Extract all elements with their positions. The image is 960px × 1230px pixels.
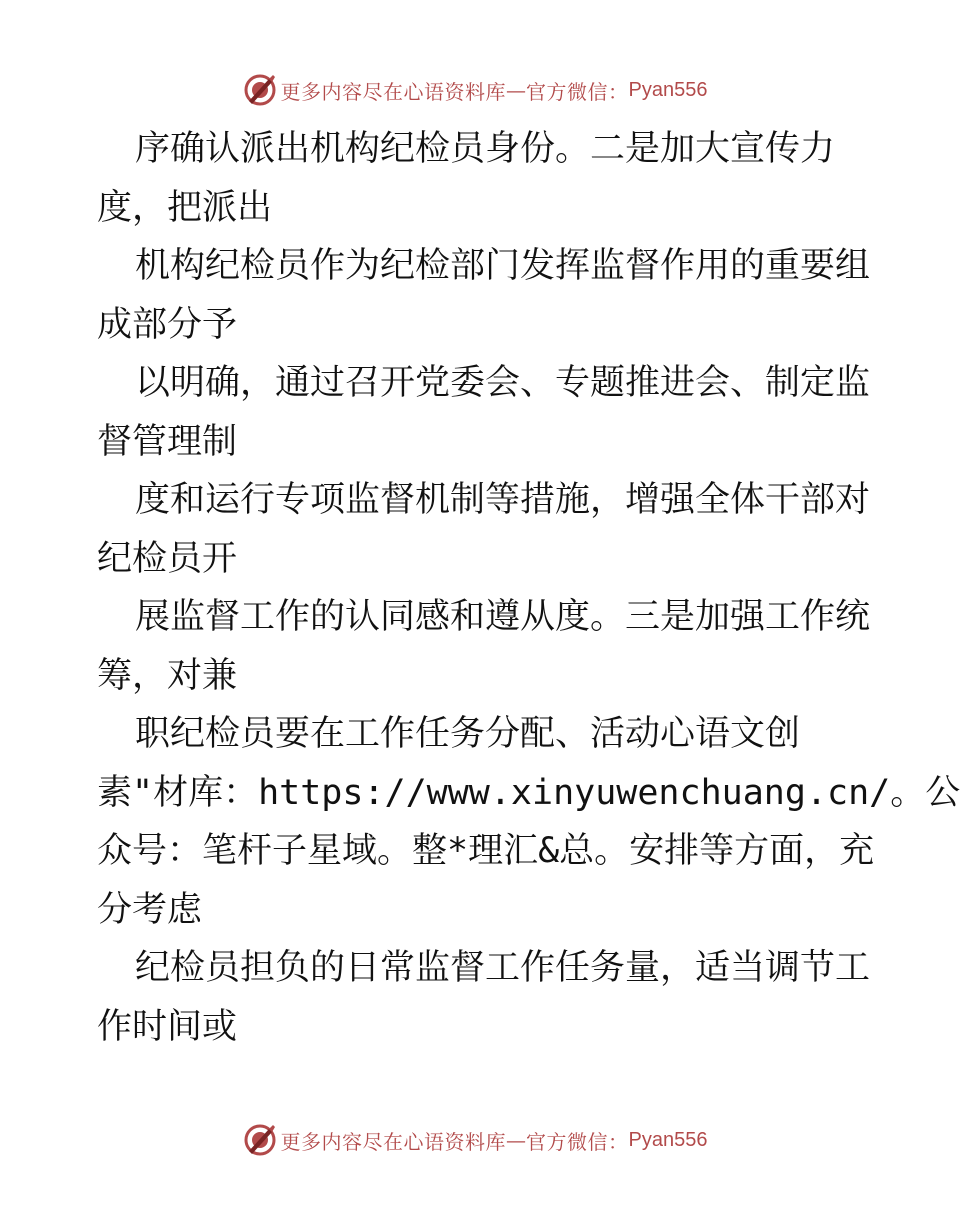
- footer-banner: [0, 1120, 950, 1160]
- body-line: 职纪检员要在工作任务分配、活动心语文创: [135, 714, 801, 754]
- footer-site-text: 更多内容尽在心语资料库: [280, 1129, 507, 1154]
- document-body: [97, 120, 960, 1056]
- footer-separator: —: [506, 1128, 527, 1152]
- body-line: 纪检员担负的日常监督工作任务量，适当调节工: [135, 948, 871, 988]
- body-line: 机构纪检员作为纪检部门发挥监督作用的重要组: [135, 246, 871, 286]
- body-line: 序确认派出机构纪检员身份。二是加大宣传力: [135, 129, 836, 169]
- body-line: 度，把派出: [97, 187, 273, 228]
- footer-wechat-label: 官方微信：: [526, 1129, 629, 1154]
- pen-circle-logo-icon: [243, 73, 277, 107]
- header-wechat-id: Pyan556: [628, 78, 708, 101]
- body-line: 分考虑: [97, 889, 203, 930]
- body-line: 作时间或: [97, 1006, 238, 1047]
- body-line: 度和运行专项监督机制等措施，增强全体干部对: [135, 480, 871, 520]
- body-line: 督管理制: [97, 421, 238, 462]
- body-line: 素"材库：https://www.xinyuwenchuang.cn/。公: [97, 772, 960, 813]
- footer-wechat-id: Pyan556: [628, 1128, 708, 1151]
- body-line: 众号：笔杆子星域。整*理汇&总。安排等方面，充: [97, 831, 875, 871]
- header-separator: —: [506, 78, 527, 102]
- pen-circle-logo-icon: [243, 1123, 277, 1157]
- header-banner: [0, 70, 950, 110]
- body-line: 纪检员开: [97, 538, 238, 579]
- body-line: 以明确，通过召开党委会、专题推进会、制定监: [135, 363, 871, 403]
- body-line: 展监督工作的认同感和遵从度。三是加强工作统: [135, 597, 871, 637]
- body-line: 筹，对兼: [97, 655, 238, 696]
- body-line: 成部分予: [97, 304, 238, 345]
- header-site-text: 更多内容尽在心语资料库: [280, 79, 507, 104]
- header-wechat-label: 官方微信：: [526, 79, 629, 104]
